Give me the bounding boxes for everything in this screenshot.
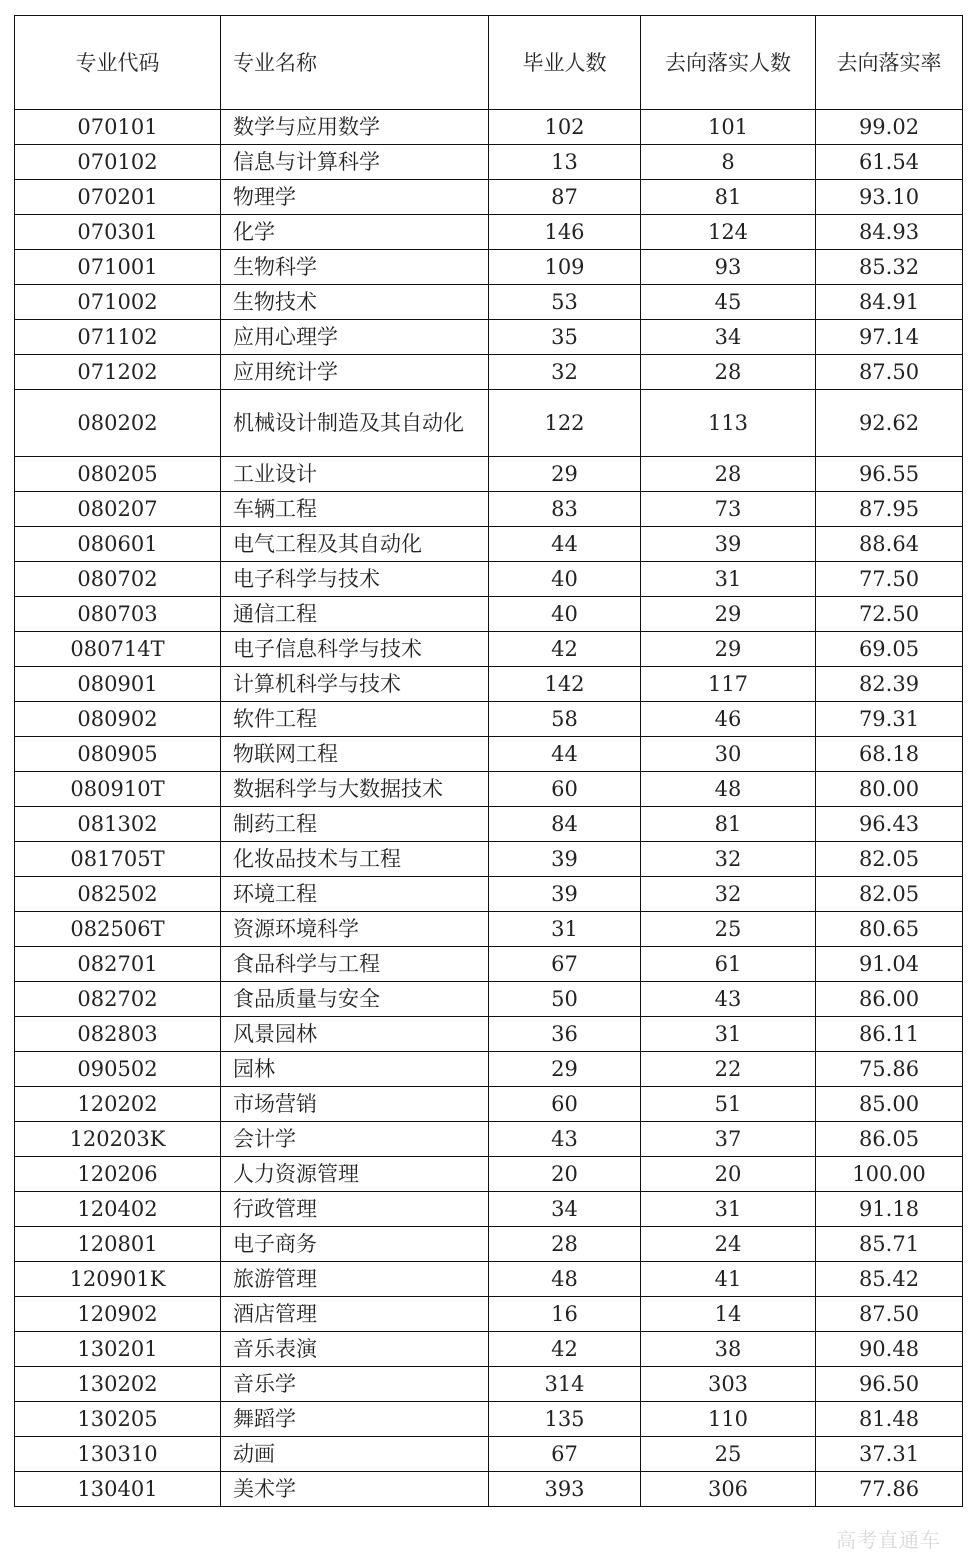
table-row — [15, 842, 963, 877]
cell-major-code: 082502 — [15, 877, 221, 912]
table-row — [15, 492, 963, 527]
cell-major-code: 130310 — [15, 1437, 221, 1472]
cell-major-name: 通信工程 — [221, 597, 489, 632]
cell-graduates: 109 — [489, 250, 641, 285]
cell-placed-count: 8 — [641, 145, 816, 180]
cell-placement-rate: 81.48 — [816, 1402, 963, 1437]
cell-graduates: 16 — [489, 1297, 641, 1332]
cell-placed-count: 32 — [641, 842, 816, 877]
cell-graduates: 83 — [489, 492, 641, 527]
cell-major-code: 080601 — [15, 527, 221, 562]
cell-major-name: 旅游管理 — [221, 1262, 489, 1297]
cell-placement-rate: 75.86 — [816, 1052, 963, 1087]
cell-placement-rate: 99.02 — [816, 110, 963, 145]
cell-graduates: 32 — [489, 355, 641, 390]
cell-graduates: 29 — [489, 1052, 641, 1087]
table-row — [15, 667, 963, 702]
table-row — [15, 1437, 963, 1472]
cell-graduates: 31 — [489, 912, 641, 947]
cell-major-name: 风景园林 — [221, 1017, 489, 1052]
table-row — [15, 250, 963, 285]
cell-major-code: 080702 — [15, 562, 221, 597]
table-row — [15, 982, 963, 1017]
cell-graduates: 28 — [489, 1227, 641, 1262]
cell-placement-rate: 85.71 — [816, 1227, 963, 1262]
employment-rate-table — [14, 15, 963, 1507]
header-placement-rate: 去向落实率 — [816, 16, 963, 110]
cell-major-name: 美术学 — [221, 1472, 489, 1507]
table-row — [15, 180, 963, 215]
cell-graduates: 102 — [489, 110, 641, 145]
cell-graduates: 13 — [489, 145, 641, 180]
table-row — [15, 947, 963, 982]
cell-graduates: 67 — [489, 947, 641, 982]
cell-major-code: 082701 — [15, 947, 221, 982]
cell-major-name: 车辆工程 — [221, 492, 489, 527]
cell-placed-count: 22 — [641, 1052, 816, 1087]
cell-placement-rate: 80.65 — [816, 912, 963, 947]
cell-major-code: 080901 — [15, 667, 221, 702]
cell-placed-count: 25 — [641, 1437, 816, 1472]
cell-placement-rate: 100.00 — [816, 1157, 963, 1192]
cell-major-code: 082506T — [15, 912, 221, 947]
cell-major-name: 食品科学与工程 — [221, 947, 489, 982]
cell-placed-count: 113 — [641, 390, 816, 457]
cell-placement-rate: 96.43 — [816, 807, 963, 842]
cell-major-code: 120402 — [15, 1192, 221, 1227]
cell-major-code: 080202 — [15, 390, 221, 457]
cell-placement-rate: 79.31 — [816, 702, 963, 737]
table-row — [15, 807, 963, 842]
cell-placed-count: 46 — [641, 702, 816, 737]
cell-major-name: 舞蹈学 — [221, 1402, 489, 1437]
table-row — [15, 737, 963, 772]
cell-graduates: 84 — [489, 807, 641, 842]
table-row — [15, 355, 963, 390]
cell-major-code: 082702 — [15, 982, 221, 1017]
cell-major-name: 生物科学 — [221, 250, 489, 285]
cell-graduates: 122 — [489, 390, 641, 457]
cell-major-name: 动画 — [221, 1437, 489, 1472]
cell-placed-count: 43 — [641, 982, 816, 1017]
cell-placement-rate: 97.14 — [816, 320, 963, 355]
cell-graduates: 39 — [489, 877, 641, 912]
cell-graduates: 44 — [489, 527, 641, 562]
cell-placed-count: 39 — [641, 527, 816, 562]
cell-placed-count: 303 — [641, 1367, 816, 1402]
cell-placement-rate: 68.18 — [816, 737, 963, 772]
cell-placement-rate: 86.11 — [816, 1017, 963, 1052]
table-row — [15, 1122, 963, 1157]
cell-placement-rate: 80.00 — [816, 772, 963, 807]
cell-placed-count: 306 — [641, 1472, 816, 1507]
cell-placement-rate: 77.86 — [816, 1472, 963, 1507]
table-row — [15, 390, 963, 457]
cell-graduates: 40 — [489, 562, 641, 597]
cell-graduates: 34 — [489, 1192, 641, 1227]
cell-placement-rate: 91.04 — [816, 947, 963, 982]
cell-placed-count: 28 — [641, 355, 816, 390]
cell-placed-count: 51 — [641, 1087, 816, 1122]
cell-major-name: 计算机科学与技术 — [221, 667, 489, 702]
table-row — [15, 632, 963, 667]
cell-major-code: 080905 — [15, 737, 221, 772]
cell-graduates: 39 — [489, 842, 641, 877]
cell-graduates: 60 — [489, 772, 641, 807]
cell-placement-rate: 69.05 — [816, 632, 963, 667]
table-row — [15, 1157, 963, 1192]
cell-placed-count: 61 — [641, 947, 816, 982]
cell-major-code: 130401 — [15, 1472, 221, 1507]
cell-major-code: 082803 — [15, 1017, 221, 1052]
cell-placed-count: 31 — [641, 1017, 816, 1052]
cell-placed-count: 81 — [641, 180, 816, 215]
cell-placed-count: 31 — [641, 562, 816, 597]
cell-major-name: 行政管理 — [221, 1192, 489, 1227]
table-row — [15, 145, 963, 180]
table-row — [15, 1017, 963, 1052]
cell-graduates: 40 — [489, 597, 641, 632]
cell-placement-rate: 91.18 — [816, 1192, 963, 1227]
cell-major-name: 物理学 — [221, 180, 489, 215]
cell-major-name: 化妆品技术与工程 — [221, 842, 489, 877]
cell-graduates: 48 — [489, 1262, 641, 1297]
cell-placed-count: 38 — [641, 1332, 816, 1367]
cell-placed-count: 34 — [641, 320, 816, 355]
cell-placed-count: 81 — [641, 807, 816, 842]
table-row — [15, 1192, 963, 1227]
cell-major-name: 数学与应用数学 — [221, 110, 489, 145]
table-row — [15, 1087, 963, 1122]
cell-major-code: 130202 — [15, 1367, 221, 1402]
table-row — [15, 562, 963, 597]
cell-graduates: 58 — [489, 702, 641, 737]
cell-graduates: 35 — [489, 320, 641, 355]
table-row — [15, 1262, 963, 1297]
cell-major-code: 070101 — [15, 110, 221, 145]
cell-placed-count: 45 — [641, 285, 816, 320]
cell-major-name: 制药工程 — [221, 807, 489, 842]
cell-major-code: 130201 — [15, 1332, 221, 1367]
header-row — [15, 16, 963, 110]
cell-major-name: 市场营销 — [221, 1087, 489, 1122]
cell-placement-rate: 96.55 — [816, 457, 963, 492]
cell-placement-rate: 86.00 — [816, 982, 963, 1017]
header-major-code: 专业代码 — [15, 16, 221, 110]
cell-placed-count: 32 — [641, 877, 816, 912]
cell-placed-count: 37 — [641, 1122, 816, 1157]
watermark: 高考直通车 — [836, 1528, 941, 1552]
cell-major-code: 120206 — [15, 1157, 221, 1192]
table-row — [15, 1297, 963, 1332]
cell-placement-rate: 77.50 — [816, 562, 963, 597]
cell-graduates: 146 — [489, 215, 641, 250]
cell-placement-rate: 82.39 — [816, 667, 963, 702]
cell-major-code: 080205 — [15, 457, 221, 492]
cell-major-name: 园林 — [221, 1052, 489, 1087]
table-row — [15, 1227, 963, 1262]
cell-graduates: 142 — [489, 667, 641, 702]
cell-graduates: 50 — [489, 982, 641, 1017]
cell-major-code: 070201 — [15, 180, 221, 215]
cell-major-code: 071002 — [15, 285, 221, 320]
cell-major-name: 数据科学与大数据技术 — [221, 772, 489, 807]
cell-placement-rate: 87.50 — [816, 1297, 963, 1332]
cell-placement-rate: 88.64 — [816, 527, 963, 562]
cell-major-name: 化学 — [221, 215, 489, 250]
cell-major-name: 电子科学与技术 — [221, 562, 489, 597]
cell-placed-count: 29 — [641, 632, 816, 667]
cell-placement-rate: 93.10 — [816, 180, 963, 215]
cell-major-code: 080207 — [15, 492, 221, 527]
cell-placement-rate: 96.50 — [816, 1367, 963, 1402]
table-row — [15, 912, 963, 947]
cell-placed-count: 93 — [641, 250, 816, 285]
cell-placed-count: 73 — [641, 492, 816, 527]
cell-placement-rate: 86.05 — [816, 1122, 963, 1157]
cell-placement-rate: 82.05 — [816, 842, 963, 877]
cell-major-name: 生物技术 — [221, 285, 489, 320]
cell-major-name: 食品质量与安全 — [221, 982, 489, 1017]
cell-placed-count: 14 — [641, 1297, 816, 1332]
cell-placement-rate: 85.00 — [816, 1087, 963, 1122]
cell-major-name: 软件工程 — [221, 702, 489, 737]
cell-major-code: 081705T — [15, 842, 221, 877]
cell-placed-count: 30 — [641, 737, 816, 772]
cell-major-name: 酒店管理 — [221, 1297, 489, 1332]
cell-major-name: 机械设计制造及其自动化 — [221, 390, 489, 457]
table-row — [15, 597, 963, 632]
cell-major-name: 会计学 — [221, 1122, 489, 1157]
cell-major-name: 信息与计算科学 — [221, 145, 489, 180]
cell-major-code: 080703 — [15, 597, 221, 632]
cell-placement-rate: 84.93 — [816, 215, 963, 250]
table-row — [15, 1332, 963, 1367]
cell-major-name: 电子商务 — [221, 1227, 489, 1262]
cell-major-code: 120901K — [15, 1262, 221, 1297]
table-row — [15, 702, 963, 737]
cell-major-name: 物联网工程 — [221, 737, 489, 772]
cell-major-code: 120801 — [15, 1227, 221, 1262]
cell-major-code: 080902 — [15, 702, 221, 737]
cell-major-name: 电子信息科学与技术 — [221, 632, 489, 667]
cell-placement-rate: 87.95 — [816, 492, 963, 527]
cell-placed-count: 20 — [641, 1157, 816, 1192]
cell-placed-count: 101 — [641, 110, 816, 145]
header-graduates: 毕业人数 — [489, 16, 641, 110]
cell-placed-count: 24 — [641, 1227, 816, 1262]
cell-major-name: 人力资源管理 — [221, 1157, 489, 1192]
cell-major-name: 环境工程 — [221, 877, 489, 912]
cell-graduates: 20 — [489, 1157, 641, 1192]
table-row — [15, 527, 963, 562]
cell-placed-count: 31 — [641, 1192, 816, 1227]
cell-graduates: 42 — [489, 1332, 641, 1367]
cell-major-code: 071001 — [15, 250, 221, 285]
cell-major-name: 工业设计 — [221, 457, 489, 492]
cell-major-code: 130205 — [15, 1402, 221, 1437]
cell-placed-count: 41 — [641, 1262, 816, 1297]
cell-placement-rate: 37.31 — [816, 1437, 963, 1472]
cell-placement-rate: 72.50 — [816, 597, 963, 632]
cell-placed-count: 110 — [641, 1402, 816, 1437]
cell-graduates: 60 — [489, 1087, 641, 1122]
table-row — [15, 772, 963, 807]
cell-major-name: 应用心理学 — [221, 320, 489, 355]
cell-placed-count: 28 — [641, 457, 816, 492]
cell-graduates: 42 — [489, 632, 641, 667]
cell-major-name: 应用统计学 — [221, 355, 489, 390]
table-row — [15, 215, 963, 250]
table-row — [15, 285, 963, 320]
cell-graduates: 67 — [489, 1437, 641, 1472]
cell-major-code: 081302 — [15, 807, 221, 842]
cell-graduates: 393 — [489, 1472, 641, 1507]
cell-graduates: 36 — [489, 1017, 641, 1052]
cell-placed-count: 124 — [641, 215, 816, 250]
table-row — [15, 1367, 963, 1402]
cell-placed-count: 29 — [641, 597, 816, 632]
cell-major-code: 090502 — [15, 1052, 221, 1087]
cell-graduates: 43 — [489, 1122, 641, 1157]
cell-placement-rate: 61.54 — [816, 145, 963, 180]
cell-major-name: 电气工程及其自动化 — [221, 527, 489, 562]
cell-placed-count: 25 — [641, 912, 816, 947]
cell-placement-rate: 90.48 — [816, 1332, 963, 1367]
header-major-name: 专业名称 — [221, 16, 489, 110]
cell-graduates: 53 — [489, 285, 641, 320]
cell-graduates: 314 — [489, 1367, 641, 1402]
table-row — [15, 877, 963, 912]
table-row — [15, 110, 963, 145]
cell-placement-rate: 85.32 — [816, 250, 963, 285]
cell-placement-rate: 82.05 — [816, 877, 963, 912]
cell-major-code: 070102 — [15, 145, 221, 180]
cell-major-code: 080714T — [15, 632, 221, 667]
table-row — [15, 1402, 963, 1437]
cell-graduates: 87 — [489, 180, 641, 215]
cell-graduates: 135 — [489, 1402, 641, 1437]
cell-major-code: 070301 — [15, 215, 221, 250]
table-row — [15, 1052, 963, 1087]
header-placed-count: 去向落实人数 — [641, 16, 816, 110]
cell-placed-count: 117 — [641, 667, 816, 702]
table-row — [15, 320, 963, 355]
cell-major-code: 120203K — [15, 1122, 221, 1157]
cell-placement-rate: 84.91 — [816, 285, 963, 320]
cell-major-name: 资源环境科学 — [221, 912, 489, 947]
cell-graduates: 29 — [489, 457, 641, 492]
table-row — [15, 1472, 963, 1507]
cell-graduates: 44 — [489, 737, 641, 772]
cell-major-name: 音乐表演 — [221, 1332, 489, 1367]
cell-placement-rate: 85.42 — [816, 1262, 963, 1297]
cell-major-name: 音乐学 — [221, 1367, 489, 1402]
table-row — [15, 457, 963, 492]
cell-placement-rate: 87.50 — [816, 355, 963, 390]
cell-placed-count: 48 — [641, 772, 816, 807]
cell-major-code: 120902 — [15, 1297, 221, 1332]
cell-major-code: 120202 — [15, 1087, 221, 1122]
cell-major-code: 080910T — [15, 772, 221, 807]
cell-major-code: 071102 — [15, 320, 221, 355]
cell-placement-rate: 92.62 — [816, 390, 963, 457]
cell-major-code: 071202 — [15, 355, 221, 390]
